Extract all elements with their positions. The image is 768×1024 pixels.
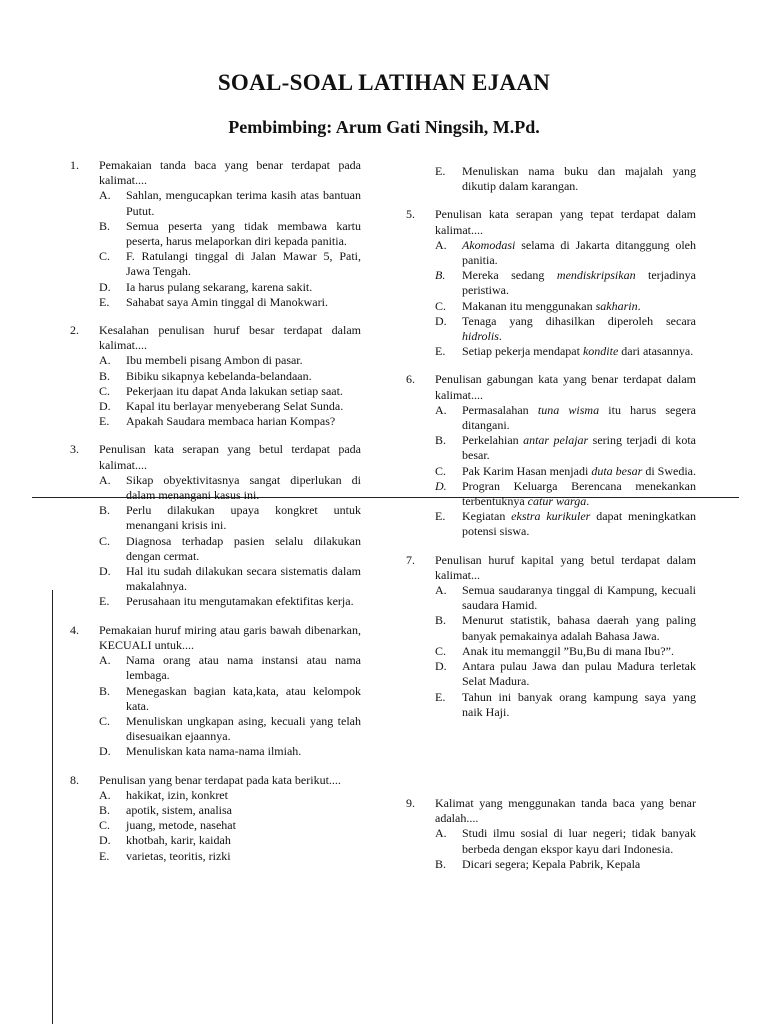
question <box>70 442 361 609</box>
option-text <box>126 684 361 714</box>
option-letter: A. <box>435 583 447 598</box>
option-text-part: Tenaga yang dihasilkan diperoleh secara <box>462 313 696 328</box>
question-number: 4. <box>70 622 79 637</box>
question <box>406 207 696 359</box>
option-letter: A. <box>99 188 111 203</box>
answer-option <box>99 249 361 279</box>
answer-option <box>99 788 361 803</box>
option-text <box>126 803 361 818</box>
option-text-part: dapat meningkatkan potensi siswa. <box>462 509 697 539</box>
option-text <box>462 164 696 194</box>
option-text <box>126 714 361 744</box>
option-text <box>126 744 361 759</box>
option-text <box>126 833 361 848</box>
question-number: 5. <box>406 207 415 222</box>
answer-option <box>99 684 361 714</box>
question-number: 9. <box>406 795 415 810</box>
option-text-part: Bibiku sikapnya kebelanda-belandaan. <box>126 368 312 383</box>
answer-option <box>99 564 361 594</box>
question <box>406 796 696 872</box>
option-text <box>462 299 696 314</box>
answer-option <box>99 534 361 564</box>
option-letter: C. <box>99 249 111 264</box>
right-column <box>406 164 696 885</box>
option-letter: B. <box>435 613 447 628</box>
option-letter: E. <box>99 294 110 309</box>
question-stem: Pemakaian huruf miring atau garis bawah dibenarkan, KECUALI untuk.... <box>99 622 361 652</box>
option-text <box>462 509 696 539</box>
option-letter: D. <box>99 833 111 848</box>
answer-option <box>99 714 361 744</box>
option-text <box>462 433 696 463</box>
answer-option <box>435 613 696 643</box>
option-text-part: Diagnosa terhadap pasien selalu dilakukan dengan cermat. <box>126 533 361 563</box>
answer-option <box>99 653 361 683</box>
option-text-part: juang, metode, nasehat <box>126 818 236 833</box>
option-text <box>126 818 361 833</box>
answer-option <box>99 818 361 833</box>
option-text-part: Perusahaan itu mengutamakan efektifitas kerja. <box>126 594 354 609</box>
answer-option <box>99 295 361 310</box>
option-text <box>462 238 696 268</box>
question-stem: Kalimat yang menggunakan tanda baca yang benar adalah.... <box>435 795 696 826</box>
option-letter: E. <box>99 848 110 863</box>
option-text <box>126 473 361 503</box>
option-text <box>462 690 696 720</box>
question-stem: Penulisan kata serapan yang betul terdapat pada kalimat.... <box>99 442 361 472</box>
question-stem: Penulisan huruf kapital yang betul terdapat dalam kalimat... <box>435 552 696 582</box>
answer-option <box>435 164 696 194</box>
italic-term: ekstra kurikuler <box>511 509 591 524</box>
option-letter: C. <box>99 818 111 833</box>
option-text-part: Kegiatan <box>462 509 512 524</box>
option-text <box>126 369 361 384</box>
answer-option <box>435 644 696 659</box>
option-text-part: Ia harus pulang sekarang, karena sakit. <box>126 279 313 294</box>
option-letter: A. <box>99 472 111 487</box>
option-text <box>126 384 361 399</box>
option-text <box>126 295 361 310</box>
option-text-part: Antara pulau Jawa dan pulau Madura terletak Selat Madura. <box>462 659 696 689</box>
option-text <box>126 503 361 533</box>
italic-term: tuna wisma <box>537 402 600 417</box>
question-stem: Penulisan yang benar terdapat pada kata berikut.... <box>99 772 341 787</box>
option-text <box>126 788 361 803</box>
answer-option <box>99 280 361 295</box>
option-text-part: Apakah Saudara membaca harian Kompas? <box>126 414 336 429</box>
answer-option <box>435 268 696 298</box>
question-number: 1. <box>70 158 79 172</box>
option-text <box>462 857 696 872</box>
italic-term: kondite <box>582 344 619 359</box>
option-text <box>126 249 361 279</box>
question-number: 7. <box>406 552 415 567</box>
option-text-part: . <box>498 329 502 344</box>
question-number: 3. <box>70 442 79 457</box>
option-text-part: Menuliskan ungkapan asing, kecuali yang telah disesuaikan ejaannya. <box>126 713 361 744</box>
option-text-part: Studi ilmu sosial di luar negeri; tidak banyak berbeda dengan ekspor kayu dari Indonesia. <box>462 826 696 856</box>
option-letter: C. <box>435 643 447 658</box>
question-stem: Penulisan kata serapan yang tepat terdapat dalam kalimat.... <box>435 207 696 237</box>
answer-option <box>99 384 361 399</box>
option-text <box>462 464 696 479</box>
option-text-part: Semua peserta yang tidak membawa kartu peserta, harus melaporkan diri kepada panitia. <box>126 218 361 249</box>
option-letter: B. <box>99 802 111 817</box>
option-text-part: . <box>637 298 641 313</box>
option-letter: E. <box>435 509 446 524</box>
option-text-part: Hal itu sudah dilakukan secara sistematis dalam makalahnya. <box>126 564 361 594</box>
option-letter: C. <box>435 298 447 313</box>
option-text <box>462 644 696 659</box>
option-text-part: Kapal itu berlayar menyeberang Selat Sunda. <box>126 399 344 414</box>
answer-option <box>99 353 361 368</box>
option-text-part: Tahun ini banyak orang kampung saya yang naik Haji. <box>462 689 696 719</box>
option-text-part: Sahabat saya Amin tinggal di Manokwari. <box>126 294 328 309</box>
option-text-part: terjadinya peristiwa. <box>462 268 697 298</box>
option-letter: B. <box>435 856 447 871</box>
answer-option <box>435 464 696 479</box>
answer-option <box>435 314 696 344</box>
option-text-part: di Swedia. <box>642 463 696 478</box>
option-text-part: hakikat, izin, konkret <box>126 787 228 802</box>
answer-option <box>99 594 361 609</box>
option-text-part: Sahlan, mengucapkan terima kasih atas bantuan Putut. <box>126 188 361 218</box>
option-text <box>126 849 361 864</box>
option-text-part: Nama orang atau nama instansi atau nama lembaga. <box>126 653 361 683</box>
page-subtitle: Pembimbing: Arum Gati Ningsih, M.Pd. <box>228 117 540 137</box>
answer-option <box>99 473 361 503</box>
answer-option <box>435 857 696 872</box>
question <box>70 323 361 429</box>
option-letter: D. <box>99 399 111 414</box>
option-text-part: Dicari segera; Kepala Pabrik, Kepala <box>462 856 641 871</box>
page-title: SOAL-SOAL LATIHAN EJAAN <box>217 70 551 95</box>
option-text <box>462 479 696 509</box>
option-text <box>462 314 696 344</box>
question <box>70 158 361 310</box>
question-number: 6. <box>406 372 415 387</box>
question-stem: Kesalahan penulisan huruf besar terdapat dalam kalimat.... <box>99 323 361 353</box>
vertical-rule <box>52 590 53 1024</box>
italic-term: antar pelajar <box>523 433 589 448</box>
option-text-part: Perlu dilakukan upaya kongkret untuk menangani krisis ini. <box>126 503 361 533</box>
option-text <box>462 403 696 433</box>
option-letter: E. <box>99 594 110 609</box>
italic-term: sakharin <box>595 298 638 313</box>
option-text-part: apotik, sistem, analisa <box>126 802 232 817</box>
answer-option <box>435 403 696 433</box>
option-text <box>126 399 361 414</box>
question <box>70 623 361 760</box>
option-text <box>462 826 696 856</box>
answer-option <box>435 433 696 463</box>
left-column <box>70 158 361 877</box>
question-number: 2. <box>70 323 79 338</box>
option-letter: E. <box>99 414 110 429</box>
answer-option <box>435 509 696 539</box>
option-letter: A. <box>435 402 447 417</box>
option-text-part: varietas, teoritis, rizki <box>126 848 231 863</box>
answer-option <box>99 833 361 848</box>
option-letter: D. <box>99 744 111 759</box>
option-text-part: Menuliskan nama buku dan majalah yang dikutip dalam karangan. <box>462 164 696 194</box>
option-text <box>126 414 361 429</box>
option-letter: E. <box>435 344 446 359</box>
option-letter: A. <box>99 353 111 368</box>
option-text-part: Setiap pekerja mendapat <box>462 344 583 359</box>
answer-option <box>435 238 696 268</box>
option-text <box>462 344 696 359</box>
option-letter: B. <box>99 368 111 383</box>
italic-term: Akomodasi <box>462 237 516 252</box>
option-text <box>462 659 696 689</box>
option-text-part: F. Ratulangi tinggal di Jalan Mawar 5, Pati, Jawa Tengah. <box>126 249 361 279</box>
option-text <box>126 280 361 295</box>
italic-term: catur warga <box>527 494 587 509</box>
italic-term: duta besar <box>591 463 643 478</box>
option-letter: B. <box>99 683 111 698</box>
option-letter: C. <box>99 383 111 398</box>
option-letter: C. <box>435 463 447 478</box>
answer-option <box>435 479 696 509</box>
option-text-part: Menuliskan kata nama-nama ilmiah. <box>126 744 302 759</box>
option-text-part: Pekerjaan itu dapat Anda lakukan setiap saat. <box>126 383 343 398</box>
option-text-part: Menurut statistik, bahasa daerah yang paling banyak pemakainya adalah Bahasa Jawa. <box>462 613 696 643</box>
answer-option <box>99 414 361 429</box>
question <box>70 773 361 864</box>
option-letter: D. <box>99 279 111 294</box>
option-text <box>126 564 361 594</box>
question <box>406 372 696 539</box>
answer-option <box>99 744 361 759</box>
option-text-part: Perkelahian <box>462 433 524 448</box>
option-text-part: Pak Karim Hasan menjadi <box>462 463 592 478</box>
option-letter: A. <box>435 826 447 841</box>
option-text <box>126 219 361 249</box>
question-stem: Pemakaian tanda baca yang benar terdapat pada kalimat.... <box>99 158 361 188</box>
answer-option <box>435 344 696 359</box>
option-text-part: Ibu membeli pisang Ambon di pasar. <box>126 353 303 368</box>
option-text <box>126 653 361 683</box>
option-letter: E. <box>435 689 446 704</box>
option-letter: B. <box>435 433 447 448</box>
option-text-part: khotbah, karir, kaidah <box>126 833 231 848</box>
italic-term: mendiskripsikan <box>556 268 636 283</box>
option-text-part: Mereka sedang <box>462 268 557 283</box>
answer-option <box>99 803 361 818</box>
answer-option <box>99 369 361 384</box>
question <box>406 553 696 720</box>
option-letter: C. <box>99 533 111 548</box>
answer-option <box>435 826 696 856</box>
option-text-part: Permasalahan <box>462 402 538 417</box>
option-text-part: dari atasannya. <box>618 344 694 359</box>
option-text <box>126 534 361 564</box>
option-text <box>126 188 361 218</box>
option-text-part: itu harus segera ditangani. <box>462 402 697 433</box>
option-letter: D. <box>435 659 447 674</box>
option-text <box>462 583 696 613</box>
answer-option <box>99 188 361 218</box>
option-letter: B. <box>99 218 111 233</box>
answer-option <box>99 399 361 414</box>
option-letter: A. <box>435 237 447 252</box>
option-text-part: Semua saudaranya tinggal di Kampung, kecuali saudara Hamid. <box>462 583 696 613</box>
option-text-part: . <box>586 494 590 509</box>
option-letter: A. <box>99 653 111 668</box>
answer-option <box>99 503 361 533</box>
answer-option <box>99 219 361 249</box>
option-letter: D. <box>99 564 111 579</box>
question-stem: Penulisan gabungan kata yang benar terdapat dalam kalimat.... <box>435 372 696 402</box>
option-text-part: Anak itu memanggil ”Bu,Bu di mana Ibu?”. <box>462 643 674 658</box>
option-letter: C. <box>99 713 111 728</box>
option-text <box>126 353 361 368</box>
option-letter: A. <box>99 787 111 802</box>
option-text <box>462 613 696 643</box>
option-letter: B. <box>99 503 111 518</box>
option-text <box>126 594 361 609</box>
answer-option <box>99 849 361 864</box>
option-letter: B. <box>435 268 446 283</box>
answer-option <box>435 583 696 613</box>
option-text-part: Sikap obyektivitasnya sangat diperlukan di dalam menangani kasus ini. <box>126 472 361 503</box>
question-number: 8. <box>70 772 79 787</box>
option-text-part: sering terjadi di kota besar. <box>462 433 696 463</box>
option-text-part: Makanan itu menggunakan <box>462 298 596 313</box>
option-text-part: selama di Jakarta ditanggung oleh panitia. <box>462 237 696 268</box>
answer-option <box>435 659 696 689</box>
option-letter: E. <box>435 164 446 178</box>
italic-term: hidrolis <box>462 329 499 344</box>
option-letter: D. <box>435 313 447 328</box>
answer-option <box>435 299 696 314</box>
option-text-part: Progran Keluarga Berencana menekankan terbentuknya <box>462 478 696 509</box>
option-text <box>462 268 696 298</box>
answer-option <box>435 690 696 720</box>
option-letter: D. <box>435 478 447 493</box>
option-text-part: Menegaskan bagian kata,kata, atau kelompok kata. <box>126 683 361 713</box>
question-continuation <box>406 164 696 194</box>
